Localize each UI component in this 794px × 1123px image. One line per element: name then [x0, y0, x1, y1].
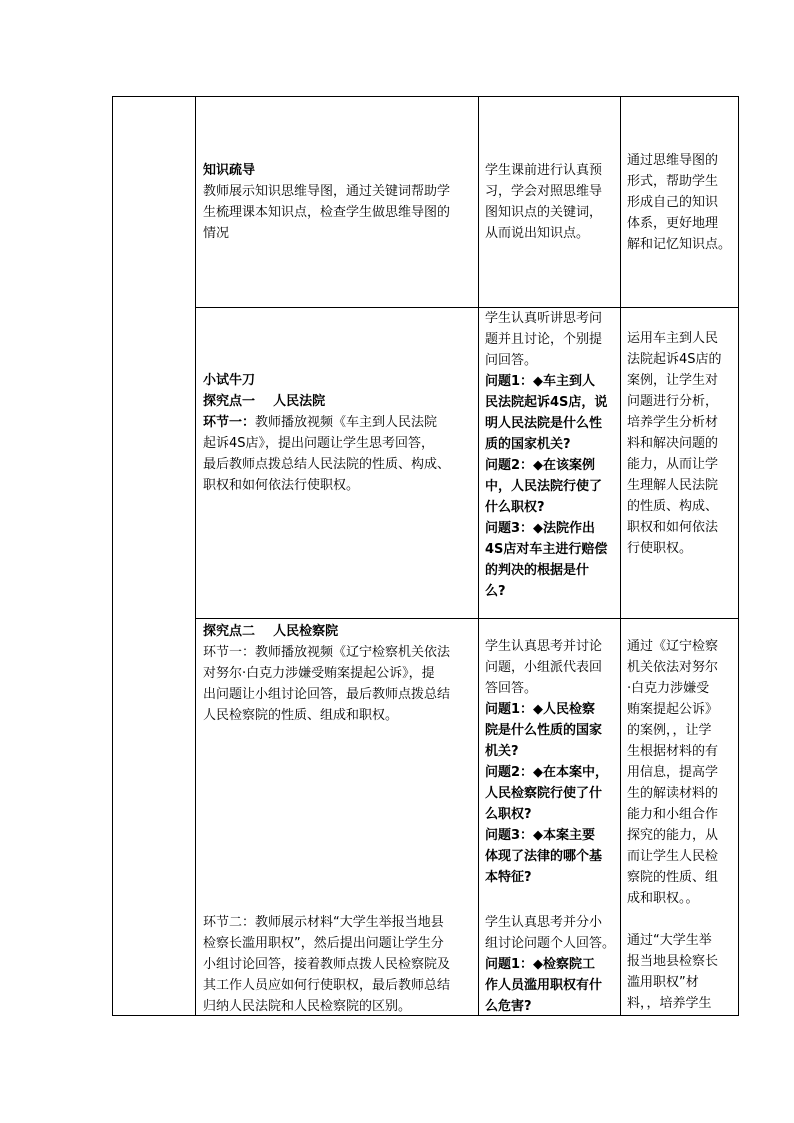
text-line: 学生认真听讲思考问 — [485, 311, 603, 326]
text-line: 的性质、构成、 — [627, 499, 719, 514]
text-line: 报当地县检察长 — [627, 954, 719, 969]
purpose-text — [627, 150, 737, 255]
text-line: 问题，小组派代表回 — [485, 660, 603, 675]
table-divider-col4 — [620, 96, 621, 1015]
text-line: 4S店对车主进行赔偿 — [485, 542, 608, 557]
text-line: 问题3：◆本案主要 — [485, 828, 596, 843]
row2-purpose-cell — [627, 328, 737, 559]
text-line: 学生认真思考并讨论 — [485, 639, 603, 654]
activity-first-line: 教师播放视频《车主到人民法院 — [255, 415, 438, 430]
table-divider-col2 — [195, 96, 196, 1015]
student-text — [485, 636, 618, 699]
text-line: 中，人民法院行使了 — [485, 479, 603, 494]
activity-line: 职权和如何依法行使职权。 — [203, 478, 360, 493]
text-line: 法院起诉4S店的 — [627, 352, 722, 367]
question-2 — [485, 455, 618, 518]
student-text — [485, 308, 618, 371]
text-line: 问题1：◆车主到人 — [485, 374, 596, 389]
section-heading: 知识疏导 — [203, 163, 256, 178]
text-line: 料，，培养学生 — [627, 996, 712, 1011]
text-line: ·白克力涉嫌受 — [627, 681, 710, 696]
question-1 — [485, 371, 618, 455]
activity-line: 小组讨论回答，接着教师点拨人民检察院及 — [203, 957, 451, 972]
text-line: 职权和如何依法 — [627, 520, 719, 535]
row2-activity-cell — [203, 370, 475, 496]
text-line: 民法院起诉4S店，说 — [485, 395, 608, 410]
activity-line: 人民检察院的性质、组成和职权。 — [203, 708, 399, 723]
text-line: 题并且讨论，个别提 — [485, 332, 603, 347]
text-line: 能力，从而让学 — [627, 457, 719, 472]
text-line: 通过《辽宁检察 — [627, 639, 719, 654]
text-line: 滥用职权”材 — [627, 975, 699, 990]
student-text — [485, 912, 618, 954]
activity-paragraph — [203, 912, 475, 933]
text-line: 料和解决问题的 — [627, 436, 719, 451]
text-line: 的案例，，让学 — [627, 723, 712, 738]
text-line: 形成自己的知识 — [627, 195, 719, 210]
text-line: 什么职权? — [485, 500, 545, 515]
activity-line: 检察长滥用职权”，然后提出问题让学生分 — [203, 936, 444, 951]
question-3 — [485, 518, 618, 602]
text-line: 成和职权。。 — [627, 891, 699, 906]
text-line: 问题3：◆法院作出 — [485, 521, 596, 536]
text-line: 案例，让学生对 — [627, 373, 719, 388]
text-line: 行使职权。 — [627, 541, 693, 556]
section-subtitle: 探究点二 人民检察院 — [203, 624, 339, 639]
question-2 — [485, 762, 618, 825]
activity-line: 起诉4S店》，提出问题让学生思考回答， — [203, 436, 435, 451]
activity-paragraph — [203, 642, 475, 663]
question-3 — [485, 825, 618, 888]
row-divider-2 — [195, 618, 739, 619]
activity-line: 归纳人民法院和人民检察院的区别。 — [203, 999, 412, 1014]
text-line: 么? — [485, 584, 506, 599]
table-border-top — [112, 96, 739, 97]
text-line: 明人民法院是什么性 — [485, 416, 603, 431]
row1-student-cell — [485, 160, 618, 244]
text-line: 问题2：◆在本案中， — [485, 765, 609, 780]
activity-first-line: 教师播放视频《辽宁检察机关依法 — [255, 645, 451, 660]
text-line: 问题2：◆在该案例 — [485, 458, 596, 473]
activity-line: 其工作人员应如何行使职权，最后教师总结 — [203, 978, 451, 993]
text-line: 培养学生分析材 — [627, 415, 719, 430]
text-line: 人民检察院行使了什 — [485, 786, 603, 801]
row1-purpose-cell — [627, 150, 737, 255]
text-line: 问题1：◆检察院工 — [485, 957, 596, 972]
text-line: 院是什么性质的国家 — [485, 723, 603, 738]
text-line: 学生认真思考并分小 — [485, 915, 603, 930]
row2-student-cell — [485, 308, 618, 602]
text-line: 生梳理课本知识点，检查学生做思维导图的 — [203, 205, 451, 220]
text-line: 问回答。 — [485, 353, 538, 368]
activity-first-line: 教师展示材料“大学生举报当地县 — [255, 915, 444, 930]
row3-purpose-cell — [627, 636, 737, 909]
purpose-text — [627, 930, 737, 1014]
text-line: 图知识点的关键词， — [485, 205, 603, 220]
text-line: 机关依法对努尔 — [627, 660, 719, 675]
step-label: 环节一： — [203, 415, 256, 430]
step-label: 环节二： — [203, 915, 256, 930]
question-4 — [485, 954, 618, 1017]
text-line: 运用车主到人民 — [627, 331, 719, 346]
text-line: 体现了法律的哪个基 — [485, 849, 603, 864]
text-line: 作人员滥用职权有什 — [485, 978, 603, 993]
text-line: 生理解人民法院 — [627, 478, 719, 493]
text-line: 问题进行分析， — [627, 394, 719, 409]
text-line: 么职权? — [485, 807, 532, 822]
text-line: 生根据材料的有 — [627, 744, 719, 759]
text-line: 教师展示知识思维导图，通过关键词帮助学 — [203, 184, 451, 199]
row-divider-1 — [195, 307, 739, 308]
text-line: 察院的性质、组 — [627, 870, 719, 885]
text-line: 组讨论问题个人回答。 — [485, 936, 616, 951]
text-line: 的判决的根据是什 — [485, 563, 590, 578]
text-line: 答回答。 — [485, 681, 538, 696]
text-line: 习，学会对照思维导 — [485, 184, 603, 199]
text-line: 体系，更好地理 — [627, 216, 719, 231]
text-line: 从而说出知识点。 — [485, 226, 590, 241]
text-line: 能力和小组合作 — [627, 807, 719, 822]
step-label: 环节一： — [203, 645, 256, 660]
table-border-left — [112, 96, 113, 1015]
activity-line: 对努尔·白克力涉嫌受贿案提起公诉》，提 — [203, 666, 435, 681]
text-line: 本特征? — [485, 870, 532, 885]
row3-purpose-cell-part2 — [627, 930, 737, 1014]
text-line: 生的解读材料的 — [627, 786, 719, 801]
text-line: 而让学生人民检 — [627, 849, 719, 864]
text-line: 么危害? — [485, 999, 532, 1014]
row3-activity-cell-part2 — [203, 912, 475, 1017]
activity-line: 最后教师点拨总结人民法院的性质、构成、 — [203, 457, 451, 472]
text-line: 解和记忆知识点。 — [627, 237, 732, 252]
text-line: 机关? — [485, 744, 519, 759]
text-line: 通过思维导图的 — [627, 153, 719, 168]
text-line: 用信息，提高学 — [627, 765, 719, 780]
text-line: 探究的能力，从 — [627, 828, 719, 843]
question-1 — [485, 699, 618, 762]
purpose-text — [627, 636, 737, 909]
text-line: 质的国家机关? — [485, 437, 571, 452]
activity-paragraph — [203, 412, 475, 433]
text-line: 情况 — [203, 226, 230, 241]
text-line: 形式，帮助学生 — [627, 174, 719, 189]
row1-activity-cell — [203, 160, 475, 244]
purpose-text — [627, 328, 737, 559]
text-line: 通过“大学生举 — [627, 933, 712, 948]
row3-student-cell — [485, 636, 618, 888]
section-title: 小试牛刀 — [203, 373, 256, 388]
row3-student-cell-part2 — [485, 912, 618, 1017]
table-divider-col3 — [478, 96, 479, 1015]
text-line: 贿案提起公诉》 — [627, 702, 719, 717]
student-text — [485, 160, 618, 244]
text-line: 学生课前进行认真预 — [485, 163, 603, 178]
text-line: 问题1：◆人民检察 — [485, 702, 596, 717]
row3-activity-cell — [203, 621, 475, 726]
section-subtitle: 探究点一 人民法院 — [203, 394, 326, 409]
activity-text — [203, 181, 475, 244]
activity-line: 出问题让小组讨论回答，最后教师点拨总结 — [203, 687, 451, 702]
table-border-right — [738, 96, 739, 1015]
